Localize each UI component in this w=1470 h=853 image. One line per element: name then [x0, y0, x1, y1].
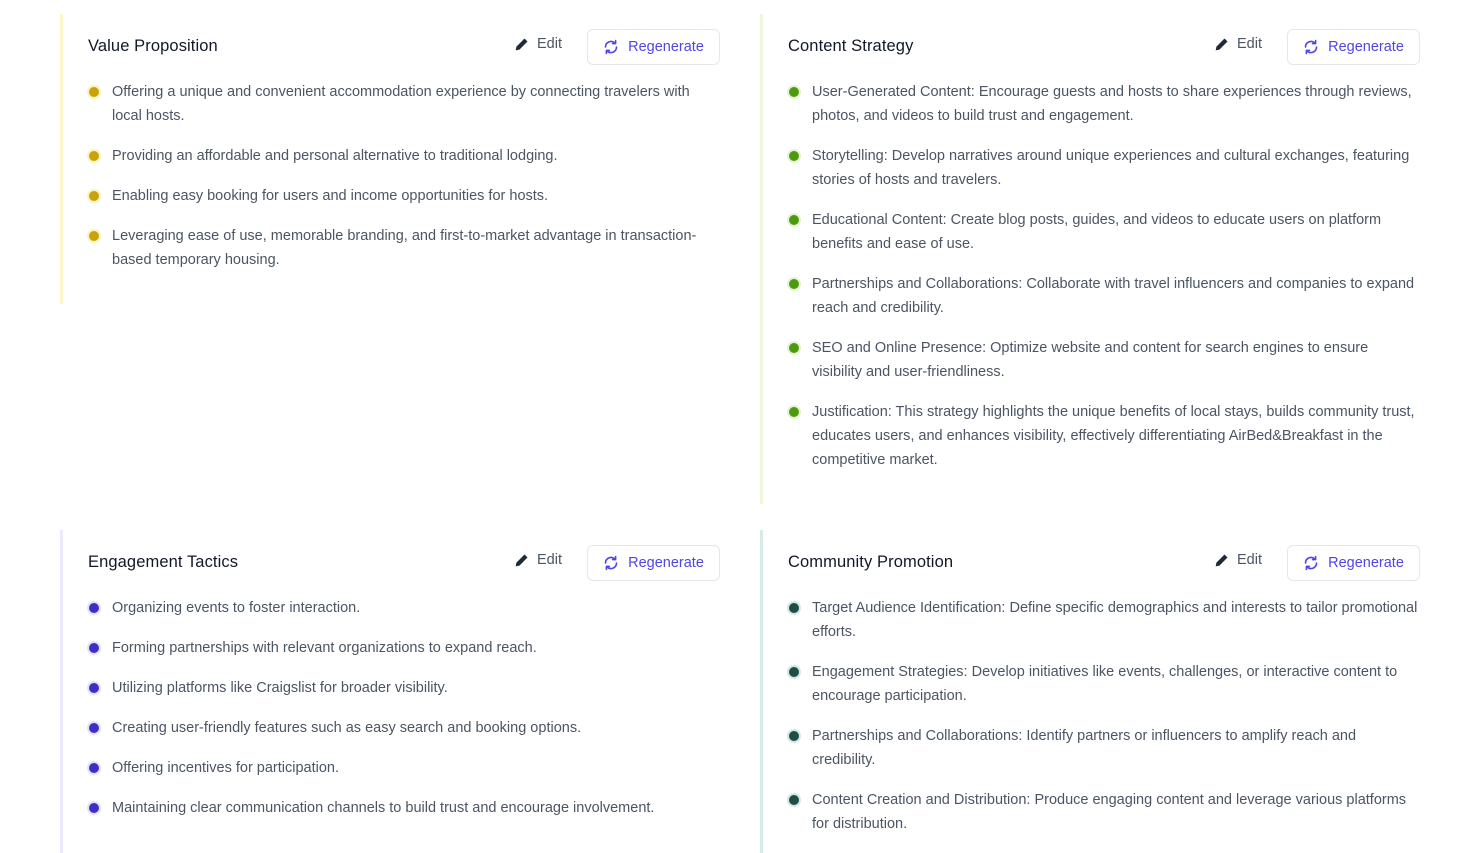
- card-title: Value Proposition: [88, 37, 218, 55]
- edit-button[interactable]: [514, 552, 562, 568]
- item-text: Partnerships and Collaborations: Collaborate with travel influencers and companies to expand reach and credibility.: [812, 276, 1415, 316]
- item-text: Partnerships and Collaborations: Identify partners or influencers to amplify reach and credibility.: [812, 728, 1357, 768]
- bullet-dot-icon: [89, 603, 99, 613]
- edit-label: Edit: [537, 36, 562, 52]
- item-text: Maintaining clear communication channels to build trust and encourage involvement.: [112, 800, 655, 816]
- refresh-icon: [603, 555, 619, 571]
- regenerate-button[interactable]: [1287, 29, 1420, 65]
- item-list: [788, 596, 1422, 836]
- refresh-icon: [1303, 39, 1319, 55]
- regenerate-button[interactable]: [587, 545, 720, 581]
- list-item: [788, 208, 1422, 256]
- bullet-dot-icon: [789, 731, 799, 741]
- item-text: Justification: This strategy highlights the unique benefits of local stays, builds community trust, educates users, and enhances visibility, effectively differentiating AirBed&Breakfast in the competitive market.: [812, 404, 1415, 468]
- list-item: [788, 336, 1422, 384]
- card-engagement-tactics: [60, 530, 722, 853]
- bullet-dot-icon: [89, 231, 99, 241]
- list-item: [88, 144, 722, 168]
- item-text: User-Generated Content: Encourage guests and hosts to share experiences through reviews, photos, and videos to build trust and engagement.: [812, 84, 1412, 124]
- list-item: [788, 724, 1422, 772]
- regenerate-label: Regenerate: [1328, 555, 1404, 571]
- item-text: Engagement Strategies: Develop initiatives like events, challenges, or interactive content to encourage participation.: [812, 664, 1398, 704]
- bullet-dot-icon: [89, 763, 99, 773]
- pencil-icon: [1214, 37, 1229, 52]
- pencil-icon: [1214, 553, 1229, 568]
- list-item: [88, 184, 722, 208]
- bullet-dot-icon: [789, 87, 799, 97]
- card-content-strategy: [760, 14, 1422, 504]
- item-text: Forming partnerships with relevant organizations to expand reach.: [112, 640, 537, 656]
- list-item: [88, 636, 722, 660]
- item-list: [788, 80, 1422, 472]
- list-item: [788, 80, 1422, 128]
- bullet-dot-icon: [89, 723, 99, 733]
- item-text: SEO and Online Presence: Optimize website and content for search engines to ensure visibility and user-friendliness.: [812, 340, 1369, 380]
- list-item: [88, 716, 722, 740]
- bullet-dot-icon: [789, 667, 799, 677]
- regenerate-label: Regenerate: [628, 555, 704, 571]
- bullet-dot-icon: [89, 151, 99, 161]
- regenerate-button[interactable]: [587, 29, 720, 65]
- list-item: [88, 676, 722, 700]
- item-text: Leveraging ease of use, memorable branding, and first-to-market advantage in transaction-based temporary housing.: [112, 228, 697, 268]
- bullet-dot-icon: [89, 643, 99, 653]
- item-text: Organizing events to foster interaction.: [112, 600, 361, 616]
- bullet-dot-icon: [789, 279, 799, 289]
- item-text: Offering incentives for participation.: [112, 760, 340, 776]
- card-header: [788, 14, 1422, 80]
- bullet-dot-icon: [789, 795, 799, 805]
- refresh-icon: [603, 39, 619, 55]
- item-text: Creating user-friendly features such as easy search and booking options.: [112, 720, 582, 736]
- refresh-icon: [1303, 555, 1319, 571]
- card-header: [788, 530, 1422, 596]
- bullet-dot-icon: [789, 343, 799, 353]
- bullet-dot-icon: [789, 407, 799, 417]
- card-title: Community Promotion: [788, 553, 954, 571]
- card-title: Content Strategy: [788, 37, 914, 55]
- list-item: [88, 224, 722, 272]
- bullet-dot-icon: [89, 683, 99, 693]
- list-item: [88, 796, 722, 820]
- item-text: Providing an affordable and personal alternative to traditional lodging.: [112, 148, 558, 164]
- list-item: [788, 660, 1422, 708]
- item-text: Enabling easy booking for users and income opportunities for hosts.: [112, 188, 549, 204]
- regenerate-label: Regenerate: [628, 39, 704, 55]
- regenerate-button[interactable]: [1287, 545, 1420, 581]
- list-item: [788, 788, 1422, 836]
- bullet-dot-icon: [89, 803, 99, 813]
- list-item: [88, 596, 722, 620]
- item-text: Storytelling: Develop narratives around unique experiences and cultural exchanges, featuring stories of hosts and travelers.: [812, 148, 1410, 188]
- edit-button[interactable]: [1214, 36, 1262, 52]
- item-text: Educational Content: Create blog posts, guides, and videos to educate users on platform benefits and ease of use.: [812, 212, 1382, 252]
- regenerate-label: Regenerate: [1328, 39, 1404, 55]
- bullet-dot-icon: [89, 191, 99, 201]
- card-header: [88, 14, 722, 80]
- item-text: Utilizing platforms like Craigslist for broader visibility.: [112, 680, 448, 696]
- list-item: [88, 80, 722, 128]
- item-list: [88, 596, 722, 820]
- pencil-icon: [514, 553, 529, 568]
- list-item: [788, 272, 1422, 320]
- list-item: [88, 756, 722, 780]
- edit-button[interactable]: [514, 36, 562, 52]
- edit-label: Edit: [1237, 552, 1262, 568]
- edit-label: Edit: [1237, 36, 1262, 52]
- bullet-dot-icon: [789, 215, 799, 225]
- item-text: Content Creation and Distribution: Produce engaging content and leverage various platforms for distribution.: [812, 792, 1407, 832]
- card-header: [88, 530, 722, 596]
- item-text: Offering a unique and convenient accommodation experience by connecting travelers with local hosts.: [112, 84, 690, 124]
- pencil-icon: [514, 37, 529, 52]
- list-item: [788, 596, 1422, 644]
- item-text: Target Audience Identification: Define specific demographics and interests to tailor promotional efforts.: [812, 600, 1418, 640]
- bullet-dot-icon: [789, 151, 799, 161]
- card-community-promotion: [760, 530, 1422, 853]
- card-value-proposition: [60, 14, 722, 304]
- edit-label: Edit: [537, 552, 562, 568]
- list-item: [788, 144, 1422, 192]
- edit-button[interactable]: [1214, 552, 1262, 568]
- bullet-dot-icon: [89, 87, 99, 97]
- list-item: [788, 400, 1422, 472]
- card-title: Engagement Tactics: [88, 553, 239, 571]
- item-list: [88, 80, 722, 272]
- bullet-dot-icon: [789, 603, 799, 613]
